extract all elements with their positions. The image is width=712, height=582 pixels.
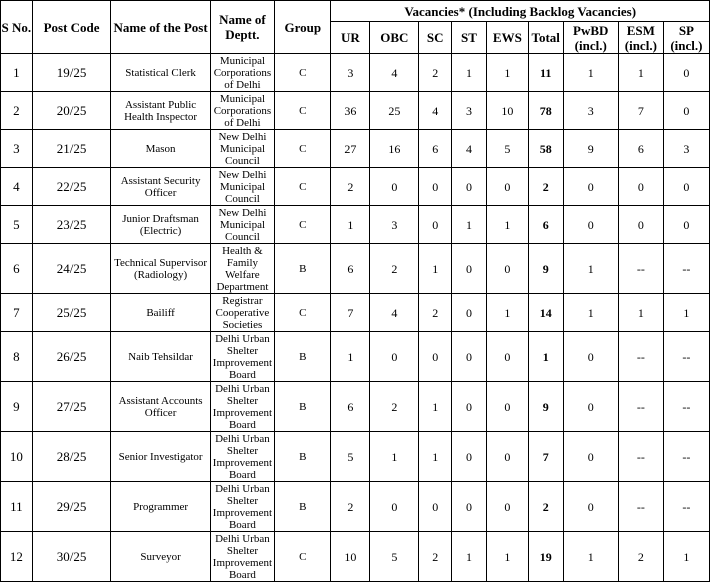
cell-pwbd: 1 bbox=[563, 54, 618, 92]
cell-group: C bbox=[275, 206, 331, 244]
cell-ur: 6 bbox=[331, 382, 370, 432]
cell-group: C bbox=[275, 92, 331, 130]
cell-ur: 3 bbox=[331, 54, 370, 92]
cell-sp: 3 bbox=[663, 130, 709, 168]
cell-obc: 16 bbox=[370, 130, 419, 168]
cell-st: 0 bbox=[452, 168, 487, 206]
cell-obc: 1 bbox=[370, 432, 419, 482]
cell-sp: 0 bbox=[663, 206, 709, 244]
header-st: ST bbox=[452, 22, 487, 54]
cell-post-code: 28/25 bbox=[32, 432, 111, 482]
cell-sc: 0 bbox=[419, 206, 452, 244]
cell-ur: 1 bbox=[331, 332, 370, 382]
cell-total: 1 bbox=[528, 332, 563, 382]
cell-post-code: 27/25 bbox=[32, 382, 111, 432]
cell-group: B bbox=[275, 482, 331, 532]
cell-department: Delhi Urban Shelter Improvement Board bbox=[210, 532, 274, 582]
cell-sp: 0 bbox=[663, 54, 709, 92]
cell-esm: -- bbox=[618, 332, 663, 382]
cell-ews: 1 bbox=[486, 532, 528, 582]
cell-sno: 9 bbox=[1, 382, 33, 432]
cell-pwbd: 1 bbox=[563, 294, 618, 332]
table-row bbox=[1, 432, 710, 482]
cell-total: 2 bbox=[528, 168, 563, 206]
cell-sc: 2 bbox=[419, 532, 452, 582]
cell-total: 19 bbox=[528, 532, 563, 582]
cell-post-name: Surveyor bbox=[111, 532, 210, 582]
cell-ur: 7 bbox=[331, 294, 370, 332]
cell-post-code: 26/25 bbox=[32, 332, 111, 382]
cell-post-name: Junior Draftsman (Electric) bbox=[111, 206, 210, 244]
cell-sp: 1 bbox=[663, 294, 709, 332]
cell-sno: 4 bbox=[1, 168, 33, 206]
cell-pwbd: 9 bbox=[563, 130, 618, 168]
cell-esm: -- bbox=[618, 244, 663, 294]
cell-st: 1 bbox=[452, 532, 487, 582]
cell-obc: 4 bbox=[370, 294, 419, 332]
cell-department: Delhi Urban Shelter Improvement Board bbox=[210, 432, 274, 482]
cell-ews: 0 bbox=[486, 332, 528, 382]
cell-post-name: Senior Investigator bbox=[111, 432, 210, 482]
cell-department: Municipal Corporations of Delhi bbox=[210, 92, 274, 130]
cell-ews: 0 bbox=[486, 432, 528, 482]
cell-sp: 0 bbox=[663, 168, 709, 206]
header-obc: OBC bbox=[370, 22, 419, 54]
cell-department: Delhi Urban Shelter Improvement Board bbox=[210, 332, 274, 382]
cell-obc: 0 bbox=[370, 168, 419, 206]
table-row bbox=[1, 168, 710, 206]
cell-group: B bbox=[275, 244, 331, 294]
cell-group: B bbox=[275, 382, 331, 432]
cell-department: Registrar Cooperative Societies bbox=[210, 294, 274, 332]
cell-department: Municipal Corporations of Delhi bbox=[210, 54, 274, 92]
table-row bbox=[1, 332, 710, 382]
cell-sc: 6 bbox=[419, 130, 452, 168]
cell-pwbd: 0 bbox=[563, 482, 618, 532]
cell-sp: -- bbox=[663, 332, 709, 382]
header-pwbd: PwBD (incl.) bbox=[563, 22, 618, 54]
cell-group: C bbox=[275, 294, 331, 332]
cell-esm: 7 bbox=[618, 92, 663, 130]
cell-post-code: 23/25 bbox=[32, 206, 111, 244]
cell-esm: 2 bbox=[618, 532, 663, 582]
cell-ur: 1 bbox=[331, 206, 370, 244]
table-row bbox=[1, 92, 710, 130]
cell-total: 78 bbox=[528, 92, 563, 130]
header-name-of-post: Name of the Post bbox=[111, 1, 210, 54]
cell-pwbd: 0 bbox=[563, 168, 618, 206]
cell-obc: 25 bbox=[370, 92, 419, 130]
cell-sc: 1 bbox=[419, 382, 452, 432]
cell-ews: 0 bbox=[486, 244, 528, 294]
header-ews: EWS bbox=[486, 22, 528, 54]
cell-st: 1 bbox=[452, 206, 487, 244]
cell-sno: 2 bbox=[1, 92, 33, 130]
cell-post-code: 22/25 bbox=[32, 168, 111, 206]
cell-pwbd: 3 bbox=[563, 92, 618, 130]
cell-total: 2 bbox=[528, 482, 563, 532]
cell-sp: -- bbox=[663, 482, 709, 532]
header-sno: S No. bbox=[1, 1, 33, 54]
cell-post-code: 29/25 bbox=[32, 482, 111, 532]
cell-group: C bbox=[275, 532, 331, 582]
cell-ews: 0 bbox=[486, 382, 528, 432]
cell-post-name: Assistant Accounts Officer bbox=[111, 382, 210, 432]
cell-sno: 10 bbox=[1, 432, 33, 482]
cell-obc: 4 bbox=[370, 54, 419, 92]
table-row bbox=[1, 482, 710, 532]
cell-ur: 6 bbox=[331, 244, 370, 294]
cell-esm: -- bbox=[618, 382, 663, 432]
cell-pwbd: 1 bbox=[563, 244, 618, 294]
cell-ews: 0 bbox=[486, 168, 528, 206]
cell-sno: 1 bbox=[1, 54, 33, 92]
cell-obc: 0 bbox=[370, 332, 419, 382]
cell-sp: -- bbox=[663, 432, 709, 482]
cell-post-code: 20/25 bbox=[32, 92, 111, 130]
header-sc: SC bbox=[419, 22, 452, 54]
cell-sno: 3 bbox=[1, 130, 33, 168]
cell-st: 0 bbox=[452, 332, 487, 382]
cell-ur: 2 bbox=[331, 168, 370, 206]
cell-sc: 0 bbox=[419, 168, 452, 206]
header-sp: SP (incl.) bbox=[663, 22, 709, 54]
cell-post-name: Mason bbox=[111, 130, 210, 168]
table-row bbox=[1, 54, 710, 92]
cell-department: Health & Family Welfare Department bbox=[210, 244, 274, 294]
table-row bbox=[1, 382, 710, 432]
cell-department: Delhi Urban Shelter Improvement Board bbox=[210, 382, 274, 432]
cell-post-code: 19/25 bbox=[32, 54, 111, 92]
cell-total: 6 bbox=[528, 206, 563, 244]
cell-post-code: 30/25 bbox=[32, 532, 111, 582]
header-ur: UR bbox=[331, 22, 370, 54]
cell-group: B bbox=[275, 332, 331, 382]
header-group: Group bbox=[275, 1, 331, 54]
cell-sno: 7 bbox=[1, 294, 33, 332]
cell-group: B bbox=[275, 432, 331, 482]
cell-sp: -- bbox=[663, 244, 709, 294]
table-row bbox=[1, 206, 710, 244]
cell-group: C bbox=[275, 130, 331, 168]
cell-pwbd: 0 bbox=[563, 206, 618, 244]
cell-sno: 12 bbox=[1, 532, 33, 582]
cell-sc: 0 bbox=[419, 332, 452, 382]
cell-sc: 1 bbox=[419, 244, 452, 294]
cell-pwbd: 0 bbox=[563, 432, 618, 482]
cell-ews: 1 bbox=[486, 294, 528, 332]
cell-total: 58 bbox=[528, 130, 563, 168]
cell-st: 0 bbox=[452, 294, 487, 332]
cell-ur: 2 bbox=[331, 482, 370, 532]
cell-ur: 36 bbox=[331, 92, 370, 130]
cell-post-name: Naib Tehsildar bbox=[111, 332, 210, 382]
cell-group: C bbox=[275, 54, 331, 92]
table-row bbox=[1, 244, 710, 294]
cell-obc: 3 bbox=[370, 206, 419, 244]
cell-obc: 2 bbox=[370, 244, 419, 294]
cell-total: 9 bbox=[528, 382, 563, 432]
cell-total: 9 bbox=[528, 244, 563, 294]
table-row bbox=[1, 532, 710, 582]
cell-sp: 0 bbox=[663, 92, 709, 130]
cell-ews: 0 bbox=[486, 482, 528, 532]
cell-sc: 1 bbox=[419, 432, 452, 482]
table-row bbox=[1, 294, 710, 332]
cell-sp: -- bbox=[663, 382, 709, 432]
cell-st: 0 bbox=[452, 244, 487, 294]
cell-st: 1 bbox=[452, 54, 487, 92]
cell-post-name: Assistant Public Health Inspector bbox=[111, 92, 210, 130]
cell-esm: 6 bbox=[618, 130, 663, 168]
cell-ur: 10 bbox=[331, 532, 370, 582]
cell-department: New Delhi Municipal Council bbox=[210, 130, 274, 168]
header-esm: ESM (incl.) bbox=[618, 22, 663, 54]
cell-post-name: Programmer bbox=[111, 482, 210, 532]
header-name-of-deptt: Name of Deptt. bbox=[210, 1, 274, 54]
cell-post-name: Bailiff bbox=[111, 294, 210, 332]
table-row bbox=[1, 130, 710, 168]
cell-obc: 5 bbox=[370, 532, 419, 582]
cell-sno: 8 bbox=[1, 332, 33, 382]
cell-total: 7 bbox=[528, 432, 563, 482]
cell-pwbd: 1 bbox=[563, 532, 618, 582]
header-vacancies: Vacancies* (Including Backlog Vacancies) bbox=[331, 1, 710, 22]
table-body bbox=[1, 54, 710, 582]
cell-esm: 0 bbox=[618, 168, 663, 206]
cell-post-code: 21/25 bbox=[32, 130, 111, 168]
cell-ews: 10 bbox=[486, 92, 528, 130]
cell-total: 11 bbox=[528, 54, 563, 92]
cell-sc: 2 bbox=[419, 54, 452, 92]
cell-total: 14 bbox=[528, 294, 563, 332]
cell-department: New Delhi Municipal Council bbox=[210, 206, 274, 244]
cell-post-name: Technical Supervisor (Radiology) bbox=[111, 244, 210, 294]
cell-ews: 1 bbox=[486, 206, 528, 244]
header-total: Total bbox=[528, 22, 563, 54]
cell-esm: 0 bbox=[618, 206, 663, 244]
cell-department: Delhi Urban Shelter Improvement Board bbox=[210, 482, 274, 532]
cell-post-code: 24/25 bbox=[32, 244, 111, 294]
cell-ur: 5 bbox=[331, 432, 370, 482]
cell-ur: 27 bbox=[331, 130, 370, 168]
cell-sc: 0 bbox=[419, 482, 452, 532]
cell-esm: -- bbox=[618, 432, 663, 482]
cell-sc: 4 bbox=[419, 92, 452, 130]
cell-esm: 1 bbox=[618, 54, 663, 92]
cell-st: 0 bbox=[452, 482, 487, 532]
cell-st: 3 bbox=[452, 92, 487, 130]
cell-post-name: Assistant Security Officer bbox=[111, 168, 210, 206]
cell-sno: 6 bbox=[1, 244, 33, 294]
header-post-code: Post Code bbox=[32, 1, 111, 54]
cell-pwbd: 0 bbox=[563, 382, 618, 432]
cell-obc: 2 bbox=[370, 382, 419, 432]
cell-st: 4 bbox=[452, 130, 487, 168]
cell-post-code: 25/25 bbox=[32, 294, 111, 332]
cell-post-name: Statistical Clerk bbox=[111, 54, 210, 92]
cell-sno: 5 bbox=[1, 206, 33, 244]
cell-ews: 5 bbox=[486, 130, 528, 168]
cell-sc: 2 bbox=[419, 294, 452, 332]
cell-department: New Delhi Municipal Council bbox=[210, 168, 274, 206]
cell-sno: 11 bbox=[1, 482, 33, 532]
cell-st: 0 bbox=[452, 432, 487, 482]
cell-pwbd: 0 bbox=[563, 332, 618, 382]
cell-esm: -- bbox=[618, 482, 663, 532]
cell-ews: 1 bbox=[486, 54, 528, 92]
cell-st: 0 bbox=[452, 382, 487, 432]
cell-obc: 0 bbox=[370, 482, 419, 532]
cell-sp: 1 bbox=[663, 532, 709, 582]
cell-esm: 1 bbox=[618, 294, 663, 332]
cell-group: C bbox=[275, 168, 331, 206]
